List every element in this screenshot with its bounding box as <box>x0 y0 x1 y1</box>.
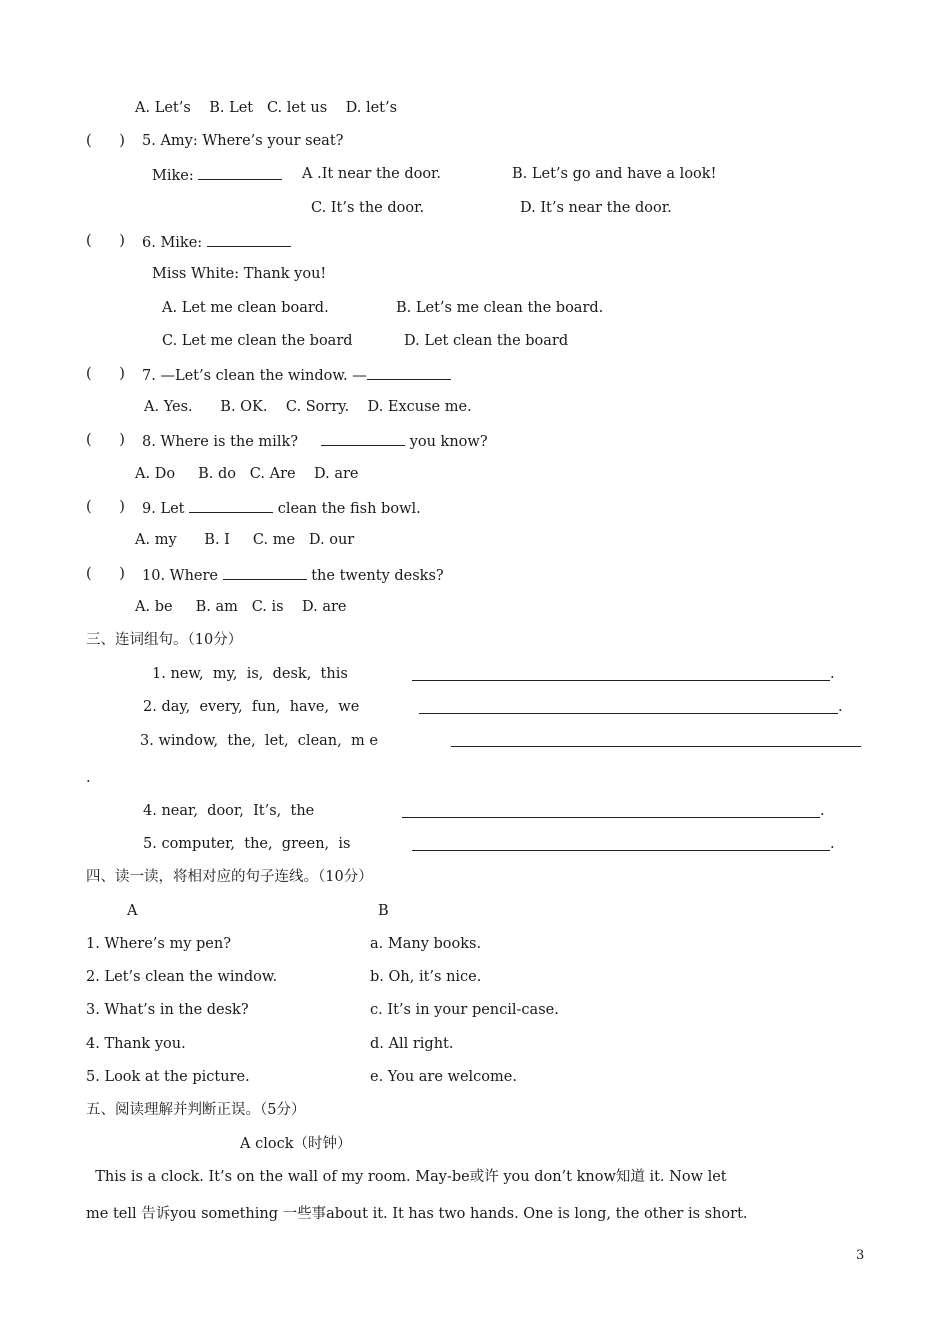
q5-prefix: Mike: <box>152 168 194 184</box>
passage-line-2: me tell 告诉you something 一些事about it. It has two hands. One is long, the other is short. <box>86 1206 748 1222</box>
q6-option-a: A. Let me clean board. <box>162 300 329 316</box>
s3-answer-line-2[interactable] <box>419 713 838 714</box>
section4-title: 四、读一读，将相对应的句子连线。（10分） <box>86 869 373 885</box>
s3-answer-line-3[interactable] <box>451 746 861 747</box>
s3-item-1: 1. new, my, is, desk, this <box>152 666 348 682</box>
match-left-5[interactable]: 5. Look at the picture. <box>86 1069 250 1085</box>
q7-stem-line <box>142 364 451 386</box>
q10-stem: 10. Where <box>142 568 219 584</box>
q9-stem-line <box>142 497 421 519</box>
column-a-header: A <box>127 903 138 919</box>
q4-options: A. Let’s B. Let C. let us D. let’s <box>135 100 398 116</box>
q6-blank[interactable] <box>207 231 291 247</box>
q10-blank[interactable] <box>223 564 307 580</box>
q8-stem-after: you know? <box>409 434 488 450</box>
match-left-3[interactable]: 3. What’s in the desk? <box>86 1002 249 1018</box>
q9-stem: 9. Let <box>142 501 185 517</box>
q5-stem: 5. Amy: Where’s your seat? <box>142 133 344 149</box>
q7-options: A. Yes. B. OK. C. Sorry. D. Excuse me. <box>144 399 472 415</box>
q7-stem: 7. —Let’s clean the window. — <box>142 368 367 384</box>
q5-answer-line <box>152 164 282 186</box>
match-left-4[interactable]: 4. Thank you. <box>86 1036 186 1052</box>
q9-options: A. my B. I C. me D. our <box>135 532 355 548</box>
q6-option-b: B. Let’s me clean the board. <box>396 300 604 316</box>
s3-item-3: 3. window, the, let, clean, m e <box>140 733 378 749</box>
match-right-c[interactable]: c. It’s in your pencil-case. <box>370 1002 559 1018</box>
column-b-header: B <box>378 903 389 919</box>
s3-item-4: 4. near, door, It’s, the <box>143 803 315 819</box>
page-number: 3 <box>856 1248 865 1263</box>
q5-option-c: C. It’s the door. <box>311 200 425 216</box>
q8-options: A. Do B. do C. Are D. are <box>135 466 359 482</box>
q8-stem-line <box>142 430 488 452</box>
s3-period-1: . <box>830 666 835 682</box>
s3-item-5: 5. computer, the, green, is <box>143 836 351 852</box>
q6-reply: Miss White: Thank you! <box>152 266 327 282</box>
answer-paren[interactable]: ( ) <box>86 432 125 448</box>
s3-period-5: . <box>830 836 835 852</box>
match-right-a[interactable]: a. Many books. <box>370 936 482 952</box>
match-left-1[interactable]: 1. Where’s my pen? <box>86 936 231 952</box>
answer-paren[interactable]: ( ) <box>86 233 125 249</box>
s3-answer-line-1[interactable] <box>412 680 830 681</box>
match-left-2[interactable]: 2. Let’s clean the window. <box>86 969 278 985</box>
q5-blank[interactable] <box>198 164 282 180</box>
s3-item-2: 2. day, every, fun, have, we <box>143 699 360 715</box>
q10-stem-line <box>142 564 444 586</box>
section5-title: 五、阅读理解并判断正误。（5分） <box>86 1102 306 1118</box>
passage-title: A clock（时钟） <box>240 1136 352 1152</box>
s3-period-3-wrapped: . <box>86 770 91 786</box>
s3-answer-line-4[interactable] <box>402 817 820 818</box>
q6-stem-line <box>142 231 291 253</box>
q6-option-c: C. Let me clean the board <box>162 333 353 349</box>
q10-options: A. be B. am C. is D. are <box>135 599 347 615</box>
q6-option-d: D. Let clean the board <box>404 333 569 349</box>
answer-paren[interactable]: ( ) <box>86 499 125 515</box>
q7-blank[interactable] <box>367 364 451 380</box>
answer-paren[interactable]: ( ) <box>86 366 125 382</box>
q5-option-d: D. It’s near the door. <box>520 200 672 216</box>
q8-stem: 8. Where is the milk? <box>142 434 299 450</box>
answer-paren[interactable]: ( ) <box>86 566 125 582</box>
s3-answer-line-5[interactable] <box>412 850 830 851</box>
answer-paren[interactable]: ( ) <box>86 133 125 149</box>
q9-blank[interactable] <box>189 497 273 513</box>
q6-stem: 6. Mike: <box>142 235 203 251</box>
q9-stem-after: clean the fish bowl. <box>277 501 421 517</box>
q8-blank[interactable] <box>321 430 405 446</box>
q5-option-b: B. Let’s go and have a look! <box>512 166 717 182</box>
match-right-d[interactable]: d. All right. <box>370 1036 454 1052</box>
section3-title: 三、连词组句。（10分） <box>86 632 243 648</box>
match-right-e[interactable]: e. You are welcome. <box>370 1069 517 1085</box>
q5-option-a: A .It near the door. <box>302 166 442 182</box>
q10-stem-after: the twenty desks? <box>311 568 444 584</box>
s3-period-4: . <box>820 803 825 819</box>
s3-period-2: . <box>838 699 843 715</box>
match-right-b[interactable]: b. Oh, it’s nice. <box>370 969 482 985</box>
passage-line-1: This is a clock. It’s on the wall of my room. May-be或许 you don’t know知道 it. Now let <box>86 1169 727 1185</box>
